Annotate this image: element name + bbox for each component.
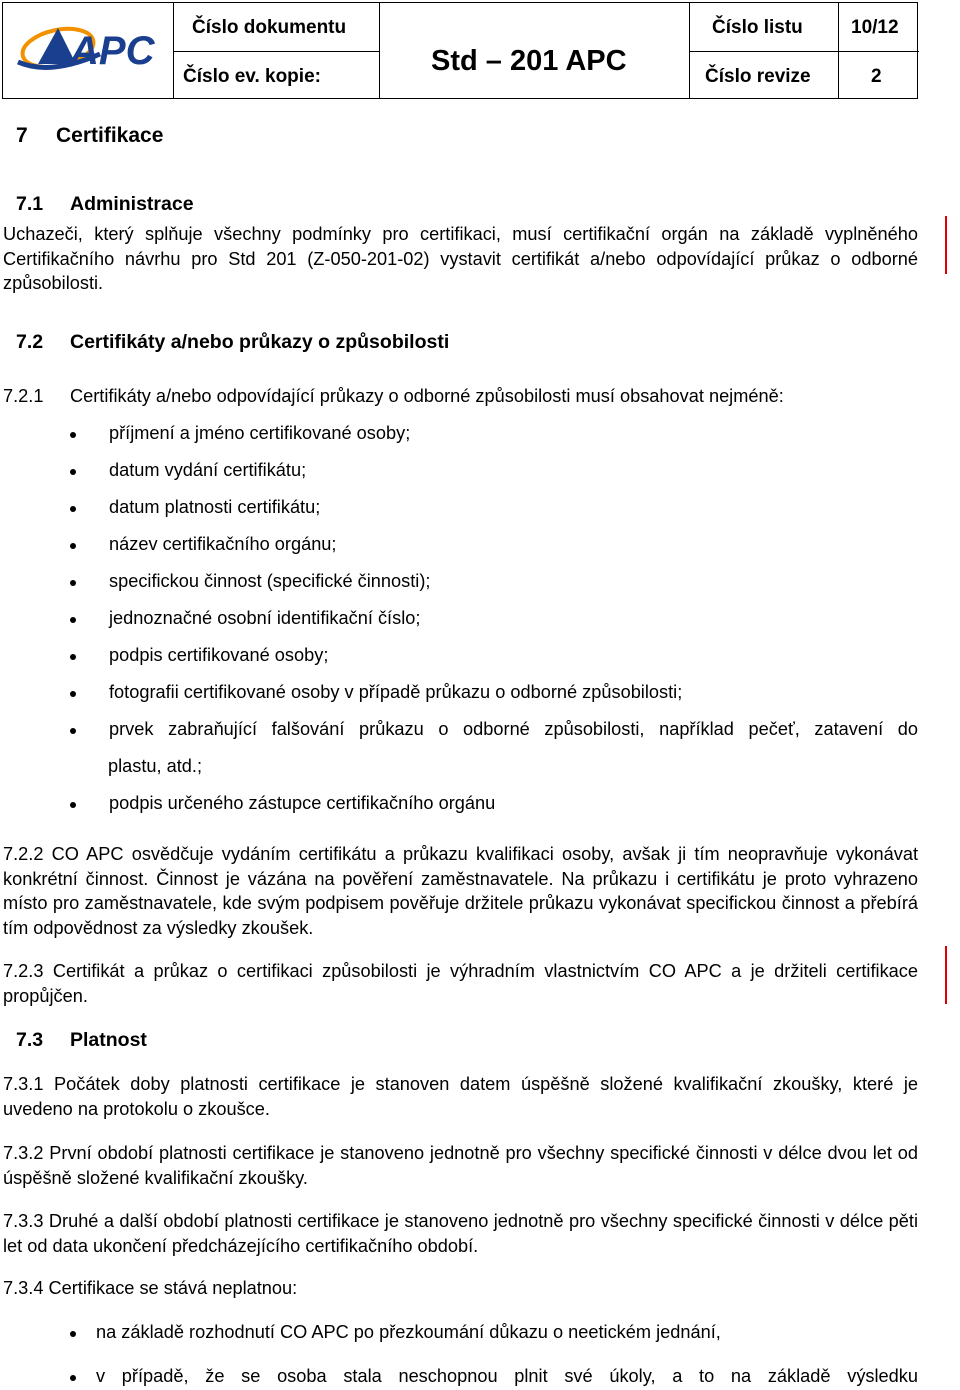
subsection-7-3-heading xyxy=(16,1029,147,1052)
list-item: datum platnosti certifikátu; xyxy=(109,497,321,517)
subsection-7-2-number: 7.2 xyxy=(16,331,44,353)
list-item: prvek zabraňující falšování průkazu o odborné způsobilosti, například pečeť, zatavení do xyxy=(109,719,918,739)
bullet xyxy=(70,580,76,586)
apc-logo xyxy=(10,14,160,80)
revision-label: Číslo revize xyxy=(705,66,811,87)
copy-number-label: Číslo ev. kopie: xyxy=(183,66,321,87)
paragraph-7-2-1-number: 7.2.1 xyxy=(3,386,44,406)
list-item: podpis určeného zástupce certifikačního orgánu xyxy=(109,793,496,813)
list-item: jednoznačné osobní identifikační číslo; xyxy=(109,608,421,628)
subsection-7-1-number: 7.1 xyxy=(16,193,44,215)
revision-marker xyxy=(945,946,947,1004)
paragraph-7-3-3: 7.3.3 Druhé a další období platnosti certifikace je stanoveno jednotně pro všechny specifické činnosti v délce pěti let od data ukončení předcházejícího certifikačního období. xyxy=(3,1211,918,1256)
list-item-continuation: plastu, atd.; xyxy=(108,756,203,776)
bullet xyxy=(70,1331,76,1337)
bullet xyxy=(70,802,76,808)
bullet xyxy=(70,506,76,512)
subsection-7-2-heading xyxy=(16,331,449,354)
section-heading xyxy=(16,124,163,148)
list-item: příjmení a jméno certifikované osoby; xyxy=(109,423,411,443)
bullet xyxy=(70,432,76,438)
bullet xyxy=(70,543,76,549)
subsection-7-2-title: Certifikáty a/nebo průkazy o způsobilosti xyxy=(70,331,450,353)
list-item: specifickou činnost (specifické činnosti); xyxy=(109,571,431,591)
subsection-7-1-title: Administrace xyxy=(70,193,194,215)
bullet xyxy=(70,654,76,660)
sheet-value: 10/12 xyxy=(851,17,899,38)
bullet xyxy=(70,469,76,475)
paragraph-7-2-1 xyxy=(3,386,784,407)
section-title: Certifikace xyxy=(56,124,164,147)
paragraph-7-2-3: 7.2.3 Certifikát a průkaz o certifikaci způsobilosti je výhradním vlastnictvím CO APC a je držiteli certifikace propůjčen. xyxy=(3,961,918,1006)
list-item: fotografii certifikované osoby v případě průkazu o odborné způsobilosti; xyxy=(109,682,683,702)
bullet xyxy=(70,691,76,697)
paragraph-7-3-2: 7.3.2 První období platnosti certifikace je stanoveno jednotně pro všechny specifické činnosti v délce dvou let od úspěšně složené kvalifikační zkoušky. xyxy=(3,1143,918,1188)
revision-marker xyxy=(945,216,947,274)
section-number: 7 xyxy=(16,124,28,147)
paragraph-7-3-1: 7.3.1 Počátek doby platnosti certifikace je stanoven datem úspěšně složené kvalifikační zkoušky, které je uvedeno na protokolu o zkoušce. xyxy=(3,1074,918,1119)
list-item: podpis certifikované osoby; xyxy=(109,645,329,665)
doc-number-label: Číslo dokumentu xyxy=(192,17,347,38)
subsection-7-3-title: Platnost xyxy=(70,1029,147,1051)
list-item: datum vydání certifikátu; xyxy=(109,460,307,480)
paragraph-7-2-1-text: Certifikáty a/nebo odpovídající průkazy o odborné způsobilosti musí obsahovat nejméně: xyxy=(70,386,784,406)
logo-text: APC xyxy=(70,29,155,73)
sheet-label: Číslo listu xyxy=(712,17,803,38)
paragraph-7-2-2: 7.2.2 CO APC osvědčuje vydáním certifikátu a průkazu kvalifikaci osoby, avšak ji tím neopravňuje vykonávat konkrétní činnost. Činnost je vázána na pověření zaměstnavatele. Na průkazu i certifikátu je proto vyhrazeno místo pro zaměstnavatele, kde svým podpisem pověřuje držitele průkazu vykonávat specifickou činnost a přebírá tím odpovědnost za výsledky zkoušek. xyxy=(3,844,918,938)
subsection-7-3-number: 7.3 xyxy=(16,1029,44,1051)
bullet xyxy=(70,1375,76,1381)
doc-id: Std – 201 APC xyxy=(431,45,627,77)
list-item: na základě rozhodnutí CO APC po přezkoumání důkazu o neetickém jednání, xyxy=(96,1322,721,1342)
bullet xyxy=(70,728,76,734)
administration-paragraph: Uchazeči, který splňuje všechny podmínky pro certifikaci, musí certifikační orgán na základě vyplněného Certifikačního návrhu pro Std 201 (Z-050-201-02) vystavit certifikát a/nebo odpovídající průkaz o odborné způsobilosti. xyxy=(3,224,918,293)
list-item: název certifikačního orgánu; xyxy=(109,534,337,554)
bullet xyxy=(70,617,76,623)
list-item: v případě, že se osoba stala neschopnou plnit své úkoly, a to na základě výsledku xyxy=(96,1366,918,1386)
revision-value: 2 xyxy=(871,66,882,87)
paragraph-7-3-4: 7.3.4 Certifikace se stává neplatnou: xyxy=(3,1278,298,1298)
subsection-7-1-heading xyxy=(16,193,194,216)
